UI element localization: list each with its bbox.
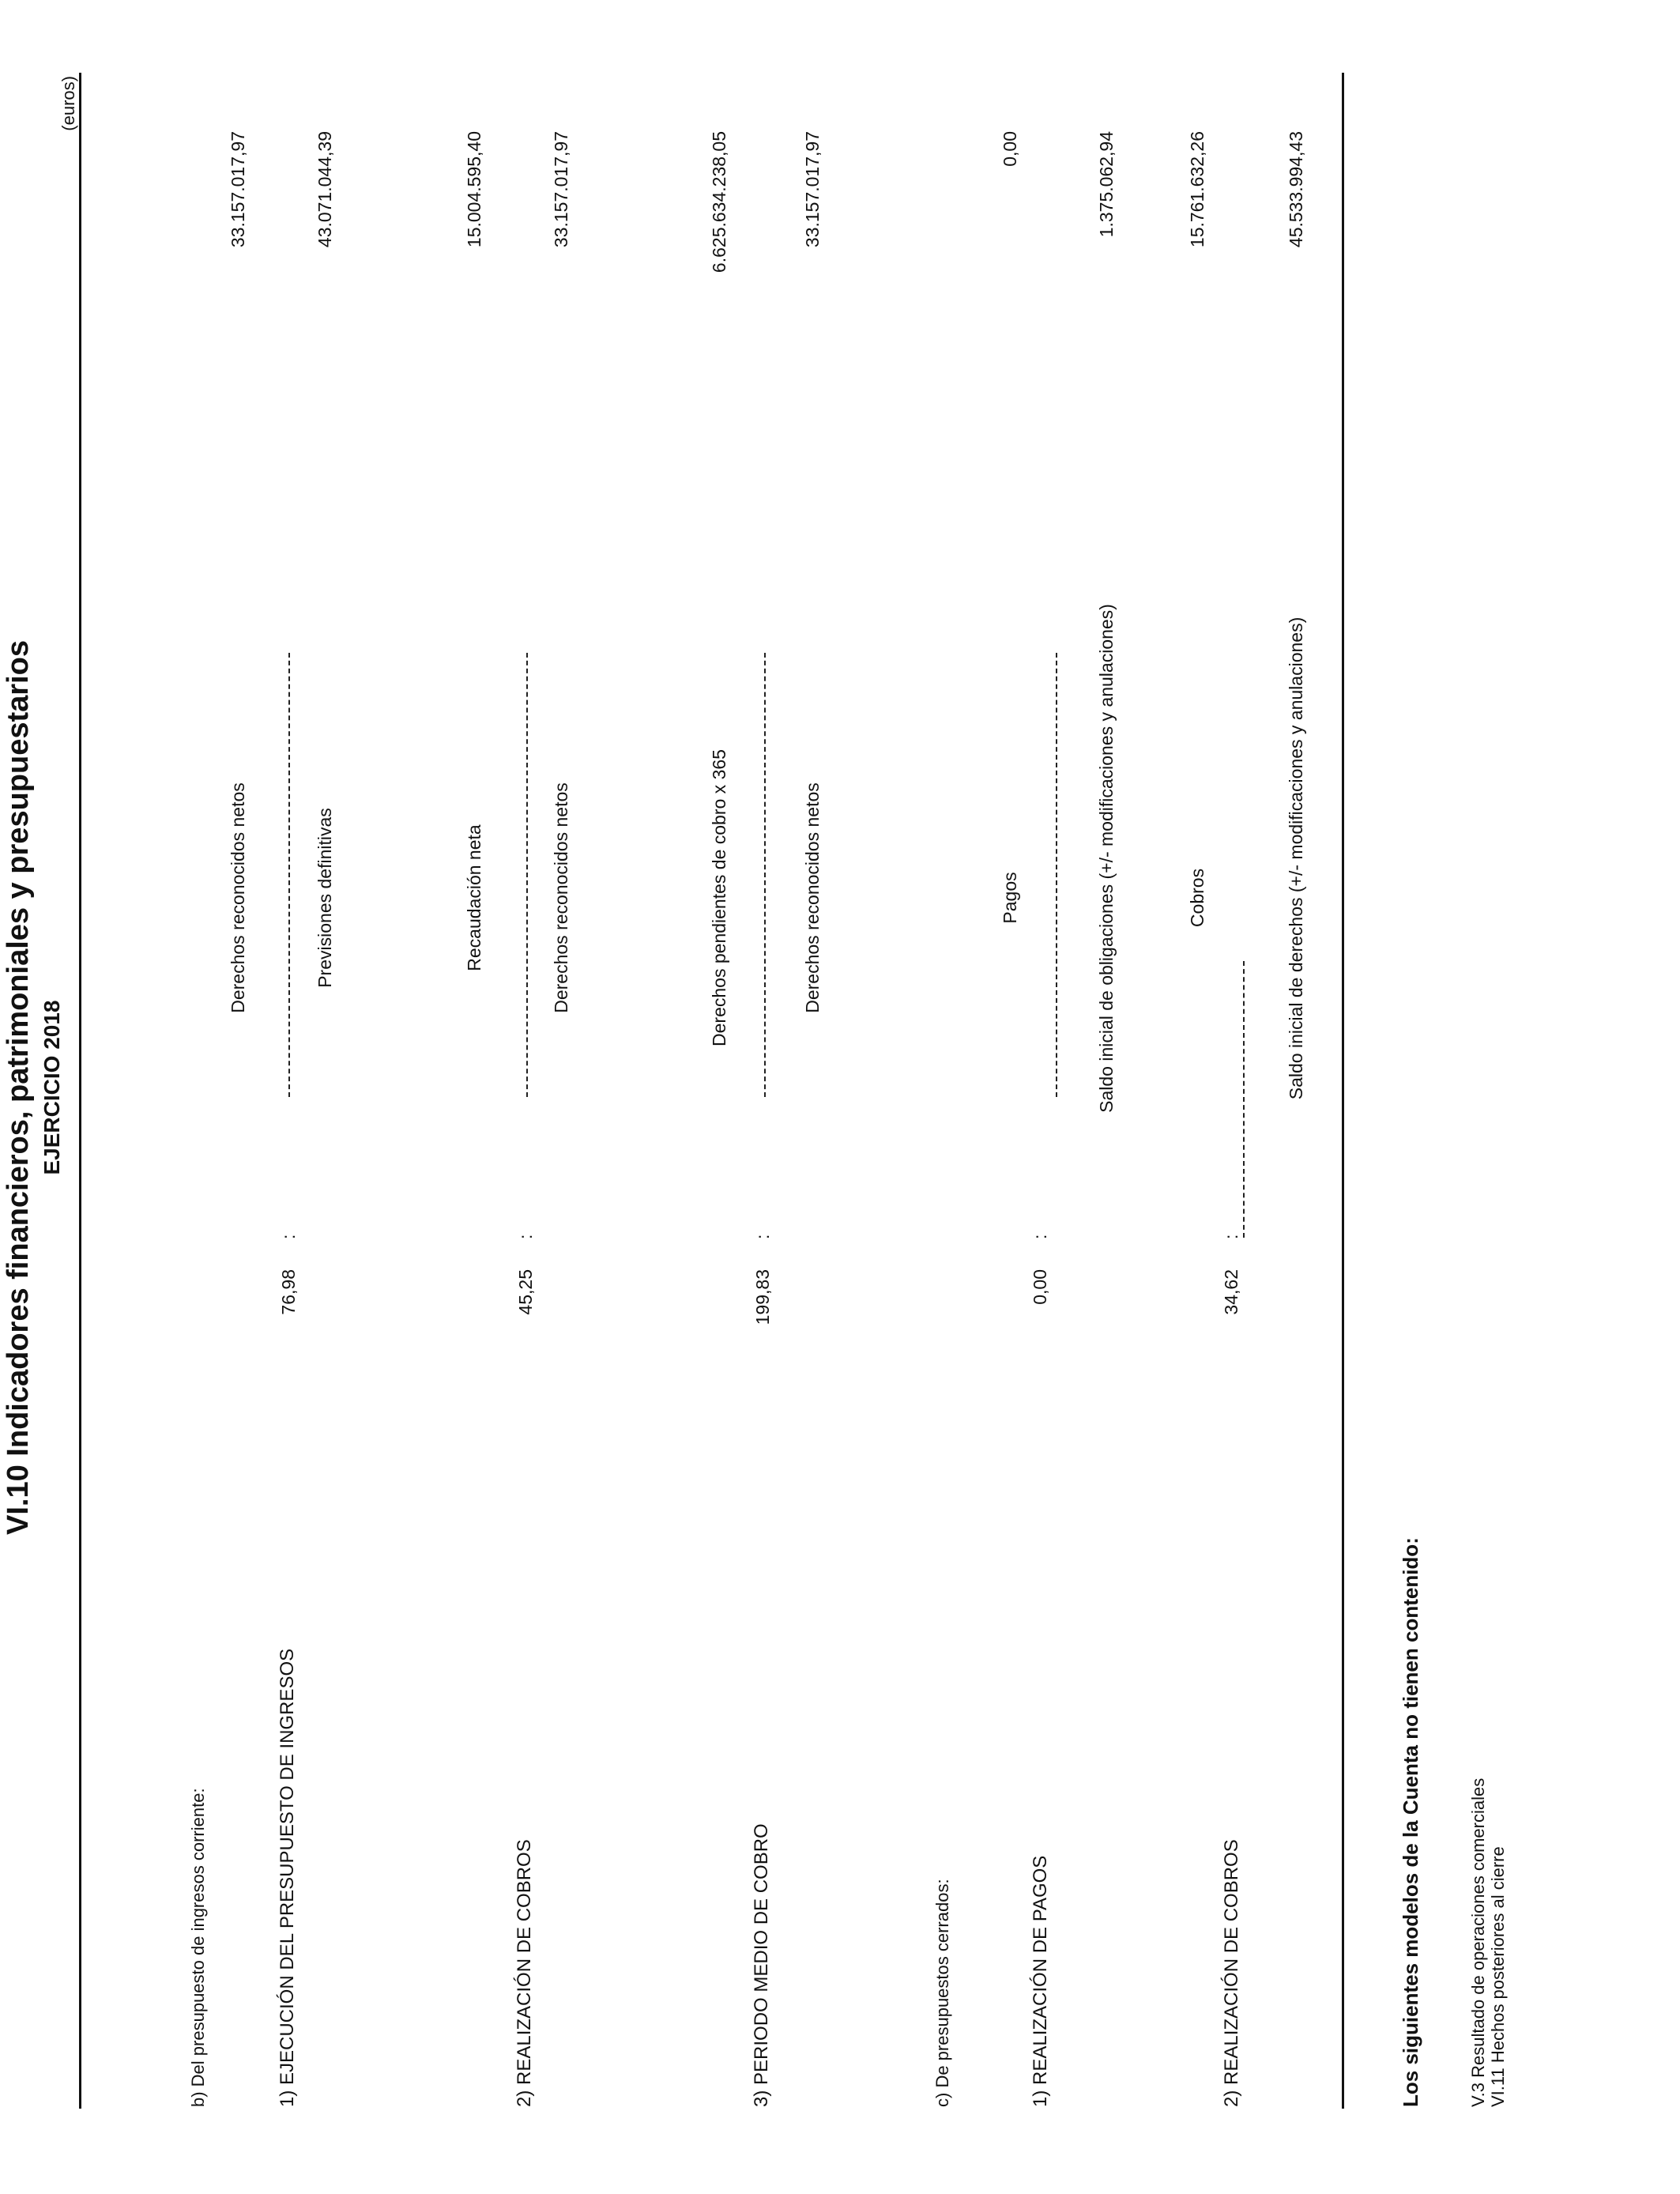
empty-models-notice: Los siguientes modelos de la Cuenta no tienen contenido:: [1399, 1537, 1422, 2107]
denominator-text: Derechos reconocidos netos: [802, 782, 823, 1013]
colon: :: [752, 1234, 773, 1239]
page-subtitle: EJERCICIO 2018: [40, 1000, 64, 1175]
indicator-value: 76,98: [278, 1269, 299, 1315]
indicator-label: 2) REALIZACIÓN DE COBROS: [514, 1839, 535, 2107]
bottom-rule: [1342, 73, 1344, 2109]
numerator-value: 15.761.632,26: [1187, 131, 1207, 248]
page-title: VI.10 Indicadores financieros, patrimoniales y presupuestarios: [2, 640, 35, 1535]
empty-model-item: V.3 Resultado de operaciones comerciales: [1468, 1777, 1488, 2107]
denominator-value: 43.071.044,39: [315, 131, 335, 248]
numerator-text: Derechos reconocidos netos: [228, 782, 248, 1013]
indicator-value: 45,25: [515, 1269, 536, 1315]
denominator-text: Saldo inicial de derechos (+/- modificaciones y anulaciones): [1286, 616, 1306, 1100]
numerator-text: Derechos pendientes de cobro x 365: [709, 749, 729, 1046]
fraction-line: [526, 653, 528, 1097]
indicator-label: 1) EJECUCIÓN DEL PRESUPUESTO DE INGRESOS: [277, 1648, 298, 2107]
denominator-text: Saldo inicial de obligaciones (+/- modificaciones y anulaciones): [1096, 604, 1117, 1113]
numerator-value: 33.157.017,97: [228, 131, 248, 248]
unit-label: (euros): [58, 76, 78, 131]
indicator-value: 0,00: [1030, 1269, 1050, 1305]
denominator-text: Derechos reconocidos netos: [551, 782, 571, 1013]
denominator-value: 45.533.994,43: [1286, 131, 1306, 248]
denominator-value: 33.157.017,97: [551, 131, 571, 248]
section-b-heading: b) Del presupuesto de ingresos corriente:: [188, 1788, 208, 2107]
colon: :: [515, 1234, 536, 1239]
colon: :: [1030, 1234, 1050, 1239]
numerator-text: Cobros: [1187, 868, 1207, 928]
indicator-value: 34,62: [1221, 1269, 1241, 1315]
indicator-value: 199,83: [752, 1269, 773, 1325]
denominator-text: Previsiones definitivas: [315, 808, 335, 988]
colon: :: [278, 1234, 299, 1239]
denominator-value: 1.375.062,94: [1096, 131, 1117, 238]
numerator-value: 0,00: [1000, 131, 1020, 167]
numerator-text: Recaudación neta: [464, 824, 484, 971]
fraction-line: [1243, 961, 1245, 1238]
numerator-text: Pagos: [1000, 872, 1020, 924]
fraction-line: [1056, 653, 1057, 1097]
colon: :: [1221, 1234, 1241, 1239]
fraction-line: [764, 653, 766, 1097]
section-c-heading: c) De presupuestos cerrados:: [932, 1879, 952, 2107]
indicator-label: 2) REALIZACIÓN DE COBROS: [1221, 1839, 1242, 2107]
numerator-value: 6.625.634.238,05: [709, 131, 729, 273]
denominator-value: 33.157.017,97: [802, 131, 823, 248]
indicator-label: 1) REALIZACIÓN DE PAGOS: [1030, 1855, 1051, 2107]
indicator-label: 3) PERIODO MEDIO DE COBRO: [751, 1823, 772, 2107]
empty-model-item: VI.11 Hechos posteriores al cierre: [1488, 1846, 1508, 2107]
header-rule: [79, 73, 81, 2109]
fraction-line: [288, 653, 290, 1097]
numerator-value: 15.004.595,40: [464, 131, 484, 248]
